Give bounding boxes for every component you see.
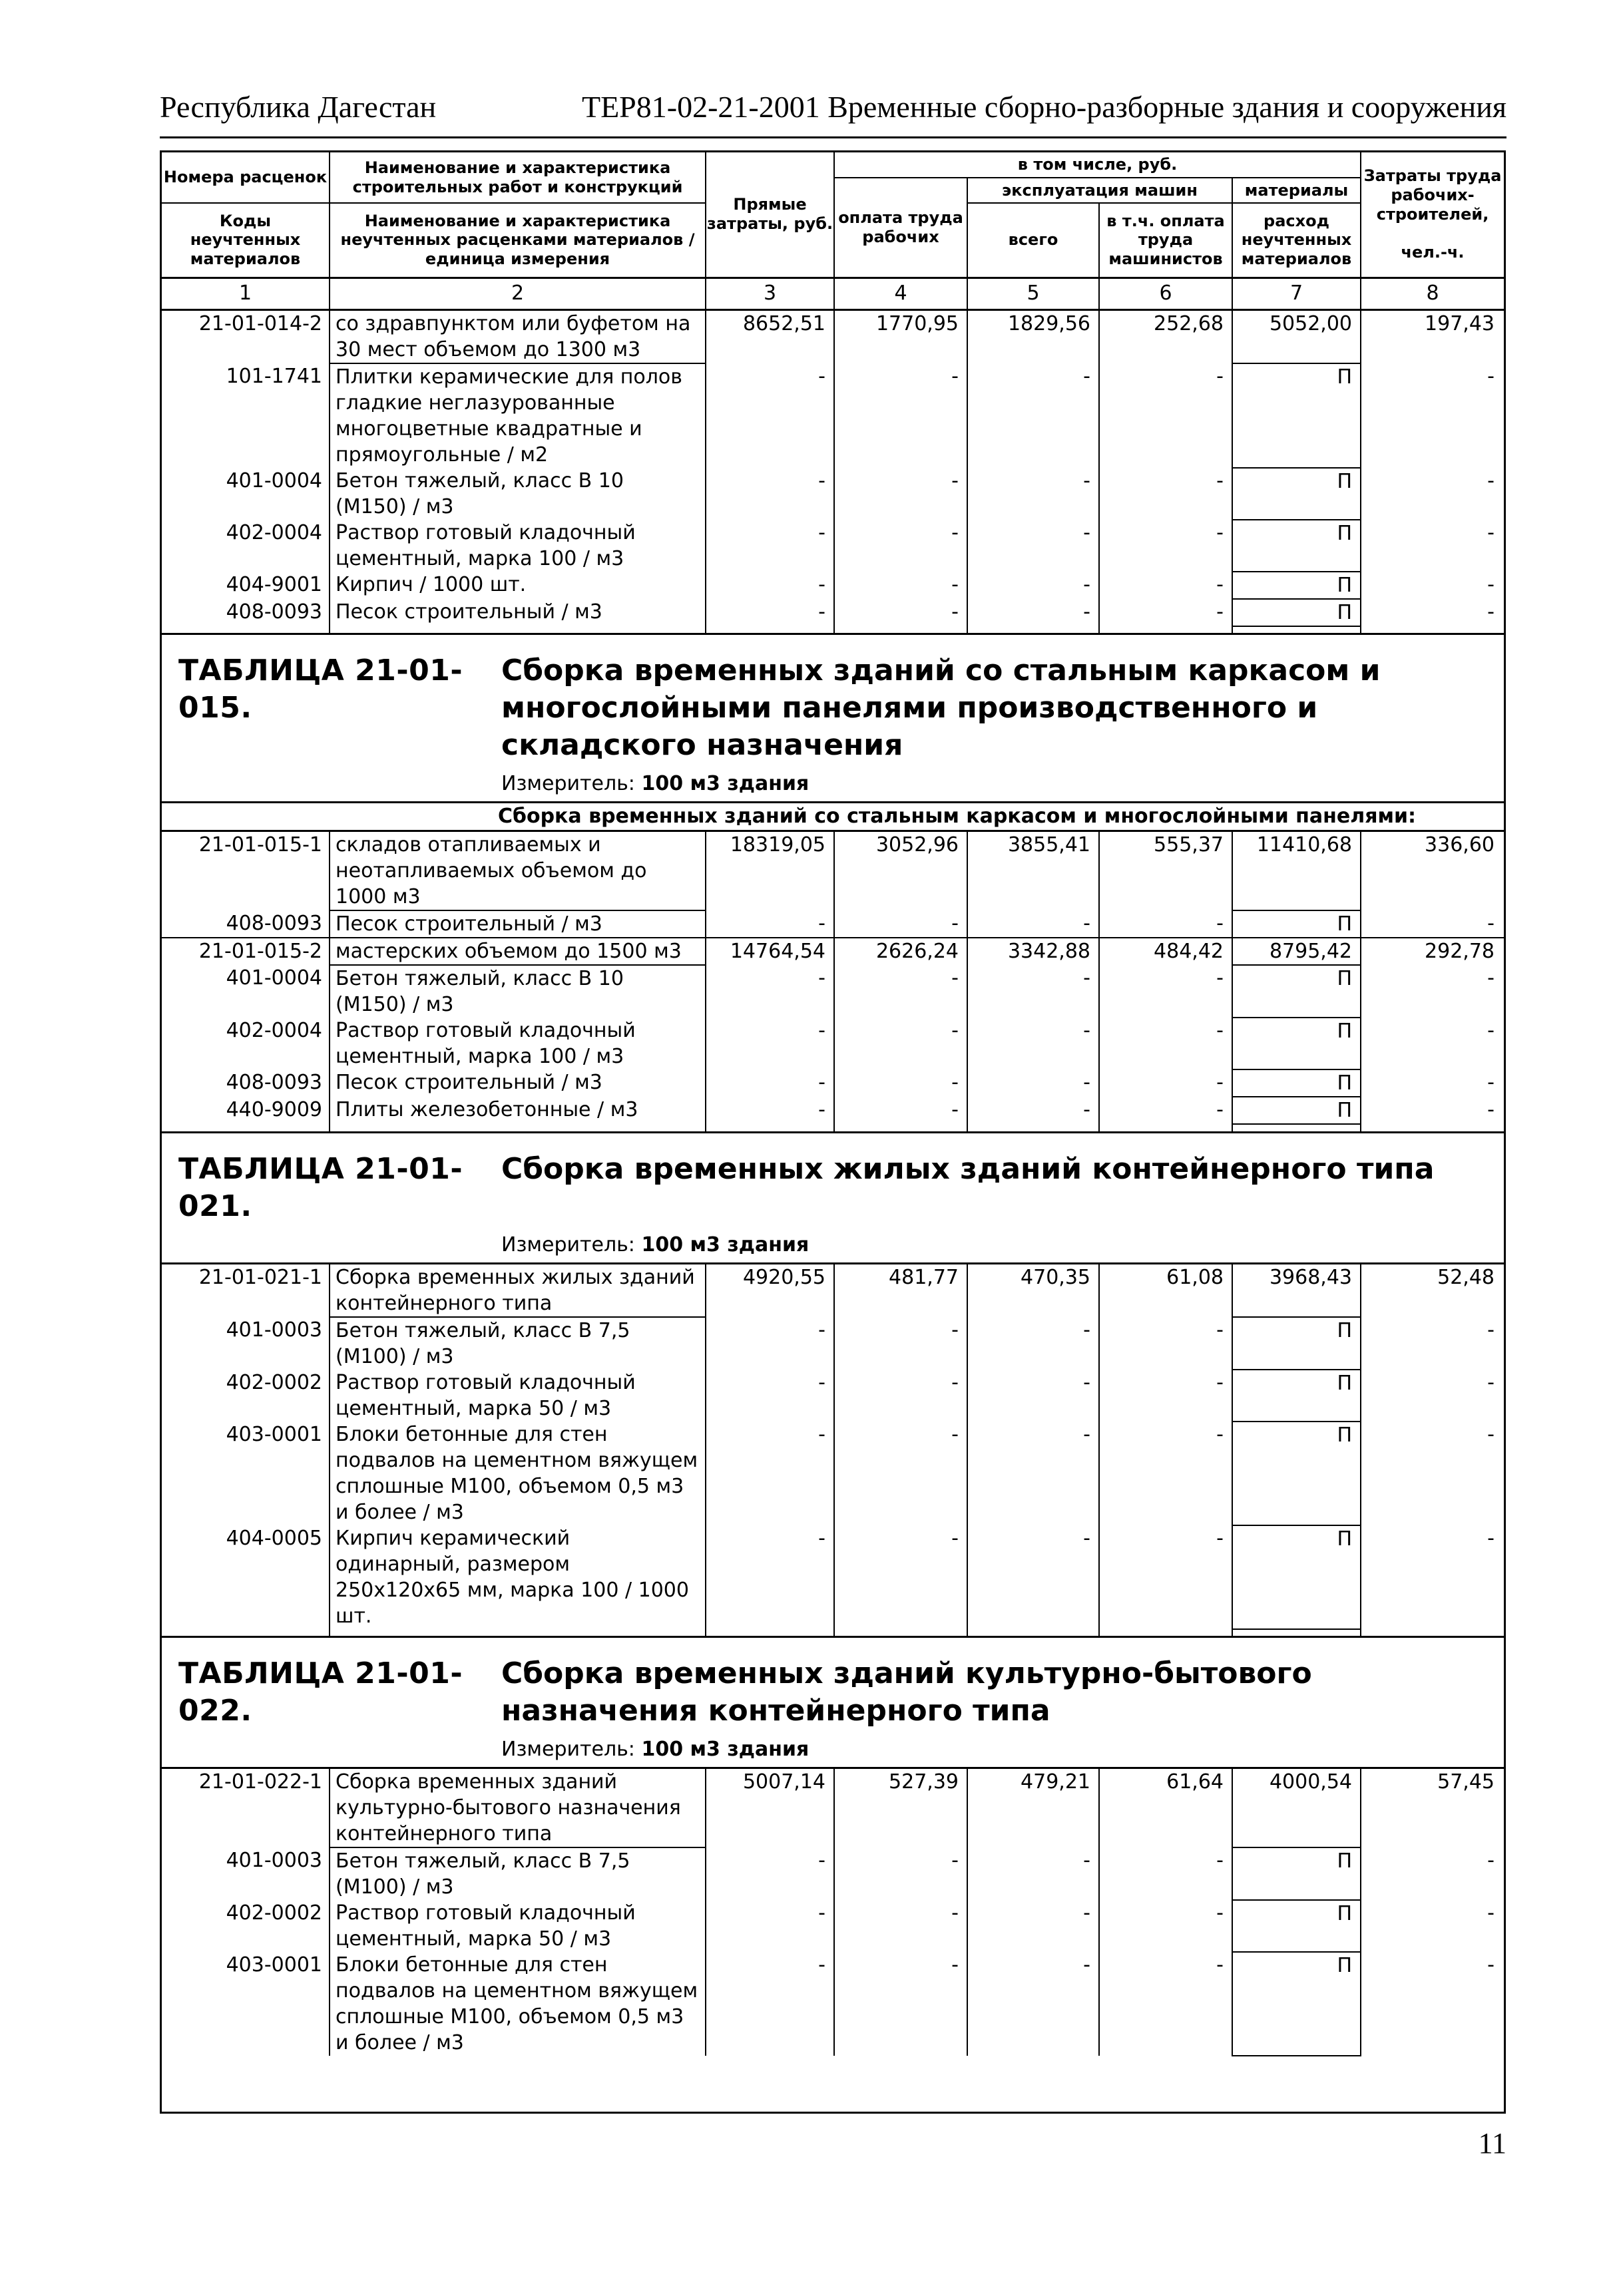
header-material-usage: расход неучтенных материалов: [1232, 203, 1361, 278]
item-name: мастерских объемом до 1500 м3: [330, 938, 706, 965]
worker-pay-value: -: [834, 572, 967, 599]
materials-value: П: [1232, 1847, 1361, 1900]
rate-code: 21-01-014-2: [198, 311, 322, 335]
item-name: Блоки бетонные для стен подвалов на цементном вяжущем сплошные М100, объемом 0,5 м3 и более / м3: [330, 1952, 706, 2056]
labor-costs-value: -: [1361, 572, 1504, 599]
worker-pay-value: -: [834, 1900, 967, 1952]
materials-value: П: [1232, 1069, 1361, 1097]
section-heading: Сборка временных зданий со стальным каркасом и многослойными панелями:: [162, 803, 1504, 831]
direct-costs-value: 4920,55: [706, 1263, 834, 1317]
operator-pay-value: -: [1099, 468, 1232, 520]
operator-pay-value: -: [1099, 1370, 1232, 1422]
rate-code: 408-0093: [226, 912, 322, 935]
item-name: Раствор готовый кладочный цементный, марка 100 / м3: [330, 520, 706, 572]
operator-pay-value: -: [1099, 1847, 1232, 1900]
materials-value: П: [1232, 1422, 1361, 1525]
machine-total-value: 470,35: [967, 1263, 1099, 1317]
materials-value: П: [1232, 1018, 1361, 1069]
rate-code: 401-0003: [226, 1849, 322, 1872]
item-name: Раствор готовый кладочный цементный, марка 50 / м3: [330, 1900, 706, 1952]
operator-pay-value: -: [1099, 1317, 1232, 1370]
table-row: [162, 1370, 1504, 1422]
table-row: [162, 363, 1504, 468]
table-heading: [178, 652, 1504, 764]
materials-value: П: [1232, 363, 1361, 468]
worker-pay-value: -: [834, 1525, 967, 1629]
measure-value: 100 м3 здания: [641, 772, 809, 795]
machine-total-value: -: [967, 1525, 1099, 1629]
labor-costs-value: -: [1361, 1900, 1504, 1952]
worker-pay-value: 1770,95: [834, 311, 967, 363]
labor-costs-value: -: [1361, 599, 1504, 626]
operator-pay-value: -: [1099, 1069, 1232, 1097]
operator-pay-value: 555,37: [1099, 831, 1232, 911]
direct-costs-value: 14764,54: [706, 938, 834, 965]
item-name: Сборка временных зданий культурно-бытового назначения контейнерного типа: [330, 1768, 706, 1848]
rate-code: 403-0001: [226, 1422, 322, 1446]
labor-costs-value: -: [1361, 910, 1504, 938]
column-number: 4: [834, 278, 967, 309]
column-number: 1: [162, 278, 330, 309]
rate-table-frame: [160, 150, 1506, 2114]
direct-costs-value: -: [706, 1018, 834, 1069]
materials-value: П: [1232, 1952, 1361, 2056]
section-heading-row: [162, 803, 1504, 831]
machine-total-value: -: [967, 1900, 1099, 1952]
labor-costs-value: 197,43: [1361, 311, 1504, 363]
labor-costs-value: -: [1361, 1422, 1504, 1525]
machine-total-value: -: [967, 1018, 1099, 1069]
header-direct-costs: Прямые затраты, руб.: [706, 152, 834, 278]
direct-costs-value: 5007,14: [706, 1768, 834, 1848]
running-header-right: ТЕР81-02-21-2001 Временные сборно-разборные здания и сооружения: [581, 90, 1506, 124]
table-row: [162, 1768, 1504, 1848]
item-name: Плиты железобетонные / м3: [330, 1097, 706, 1124]
table-label: ТАБЛИЦА 21-01-022.: [178, 1656, 463, 1728]
rate-code: 21-01-022-1: [162, 1768, 330, 1848]
direct-costs-value: -: [706, 1952, 834, 2056]
rate-code: 402-0002: [226, 1370, 322, 1394]
machine-total-value: -: [967, 1069, 1099, 1097]
rate-code: 101-1741: [226, 364, 322, 388]
item-name: со здравпунктом или буфетом на 30 мест объемом до 1300 м3: [330, 311, 706, 363]
direct-costs-value: 18319,05: [706, 831, 834, 911]
machine-total-value: -: [967, 1097, 1099, 1124]
machine-total-value: -: [967, 1847, 1099, 1900]
operator-pay-value: -: [1099, 1018, 1232, 1069]
operator-pay-value: -: [1099, 363, 1232, 468]
rate-code: 401-0003: [226, 1318, 322, 1342]
table-row: [162, 1018, 1504, 1069]
item-name: складов отапливаемых и неотапливаемых объемом до 1000 м3: [330, 831, 706, 911]
column-number: 8: [1361, 278, 1504, 309]
materials-value: П: [1232, 1097, 1361, 1124]
labor-costs-value: 292,78: [1361, 938, 1504, 965]
labor-costs-value: -: [1361, 965, 1504, 1018]
table-row: [162, 1069, 1504, 1097]
column-number: 7: [1232, 278, 1361, 309]
materials-value: 4000,54: [1232, 1768, 1361, 1848]
machine-total-value: -: [967, 599, 1099, 626]
header-labor-costs: Затраты труда рабочих-строителей, чел.-ч.: [1361, 152, 1504, 278]
materials-value: П: [1232, 910, 1361, 938]
table-row: [162, 965, 1504, 1018]
operator-pay-value: -: [1099, 910, 1232, 938]
labor-costs-value: 336,60: [1361, 831, 1504, 911]
table-row: [162, 572, 1504, 599]
item-name: Бетон тяжелый, класс В 7,5 (М100) / м3: [330, 1317, 706, 1370]
rate-code: 401-0004: [226, 966, 322, 990]
labor-costs-value: -: [1361, 1370, 1504, 1422]
item-name: Бетон тяжелый, класс В 10 (М150) / м3: [330, 468, 706, 520]
item-name: Песок строительный / м3: [330, 599, 706, 626]
labor-costs-value: -: [1361, 1847, 1504, 1900]
table-row: [162, 938, 1504, 965]
worker-pay-value: -: [834, 1018, 967, 1069]
worker-pay-value: -: [834, 1952, 967, 2056]
header-materials: материалы: [1232, 178, 1361, 203]
header-operator-pay: в т.ч. оплата труда машинистов: [1099, 203, 1232, 278]
worker-pay-value: -: [834, 1422, 967, 1525]
header-rule: [160, 136, 1506, 138]
measure-label: Измеритель:: [501, 1738, 635, 1761]
worker-pay-value: -: [834, 468, 967, 520]
table-row: [162, 1952, 1504, 2056]
direct-costs-value: -: [706, 599, 834, 626]
header-material-name: Наименование и характеристика неучтенных расценками материалов / единица измерения: [330, 203, 706, 278]
operator-pay-value: -: [1099, 1952, 1232, 2056]
labor-costs-value: -: [1361, 1069, 1504, 1097]
rate-code: 403-0001: [226, 1953, 322, 1977]
materials-value: П: [1232, 1525, 1361, 1629]
machine-total-value: -: [967, 1952, 1099, 2056]
table-title-row: [162, 1637, 1504, 1768]
column-number: 6: [1099, 278, 1232, 309]
direct-costs-value: -: [706, 1847, 834, 1900]
machine-total-value: -: [967, 572, 1099, 599]
materials-value: 5052,00: [1232, 311, 1361, 363]
header-work-name: Наименование и характеристика строительных работ и конструкций: [330, 152, 706, 203]
header-machine-total: всего: [967, 203, 1099, 278]
column-number: 2: [330, 278, 706, 309]
measure-label: Измеритель:: [501, 1233, 635, 1256]
worker-pay-value: -: [834, 599, 967, 626]
table-label: ТАБЛИЦА 21-01-015.: [178, 654, 463, 725]
direct-costs-value: -: [706, 1069, 834, 1097]
operator-pay-value: -: [1099, 965, 1232, 1018]
table-row: [162, 831, 1504, 911]
rate-code: 408-0093: [226, 600, 322, 624]
table-row: [162, 1422, 1504, 1525]
machine-total-value: -: [967, 468, 1099, 520]
machine-total-value: 3855,41: [967, 831, 1099, 911]
machine-total-value: 479,21: [967, 1768, 1099, 1848]
operator-pay-value: -: [1099, 520, 1232, 572]
table-label: ТАБЛИЦА 21-01-021.: [178, 1151, 463, 1223]
machine-total-value: 1829,56: [967, 311, 1099, 363]
spacer-row: [162, 1124, 1504, 1132]
item-name: Песок строительный / м3: [330, 910, 706, 938]
table-heading: [178, 1655, 1504, 1730]
operator-pay-value: 252,68: [1099, 311, 1232, 363]
rates-table-body: [162, 311, 1504, 2057]
table-row: [162, 520, 1504, 572]
direct-costs-value: 8652,51: [706, 311, 834, 363]
direct-costs-value: -: [706, 468, 834, 520]
measure-value: 100 м3 здания: [641, 1738, 809, 1761]
worker-pay-value: -: [834, 965, 967, 1018]
column-header-table: [162, 152, 1504, 311]
rate-code: 21-01-015-1: [162, 831, 330, 911]
machine-total-value: -: [967, 965, 1099, 1018]
materials-value: П: [1232, 468, 1361, 520]
rate-code: 21-01-015-2: [162, 938, 330, 965]
table-title-row: [162, 1132, 1504, 1263]
measure-value: 100 м3 здания: [641, 1233, 809, 1256]
table-heading: [178, 1151, 1504, 1225]
table-row: [162, 910, 1504, 938]
operator-pay-value: 484,42: [1099, 938, 1232, 965]
header-worker-pay: оплата труда рабочих: [834, 178, 967, 278]
machine-total-value: -: [967, 1317, 1099, 1370]
machine-total-value: -: [967, 1422, 1099, 1525]
measure-unit: [178, 1232, 1504, 1258]
table-title: Сборка временных зданий культурно-бытового назначения контейнерного типа: [501, 1656, 1312, 1728]
worker-pay-value: 3052,96: [834, 831, 967, 911]
direct-costs-value: -: [706, 1370, 834, 1422]
item-name: Бетон тяжелый, класс В 7,5 (М100) / м3: [330, 1847, 706, 1900]
direct-costs-value: -: [706, 1900, 834, 1952]
table-row: [162, 1847, 1504, 1900]
direct-costs-value: -: [706, 363, 834, 468]
table-title-row: [162, 634, 1504, 803]
table-row: [162, 468, 1504, 520]
rate-code: 404-9001: [226, 572, 322, 596]
item-name: Блоки бетонные для стен подвалов на цементном вяжущем сплошные М100, объемом 0,5 м3 и более / м3: [330, 1422, 706, 1525]
header-rate-numbers: Номера расценок: [163, 168, 328, 187]
labor-costs-value: -: [1361, 1317, 1504, 1370]
table-row: [162, 1900, 1504, 1952]
rate-code: 440-9009: [226, 1098, 322, 1121]
materials-value: 8795,42: [1232, 938, 1361, 965]
direct-costs-value: -: [706, 1422, 834, 1525]
materials-value: П: [1232, 965, 1361, 1018]
table-title: Сборка временных жилых зданий контейнерного типа: [501, 1151, 1435, 1186]
materials-value: П: [1232, 1370, 1361, 1422]
labor-costs-value: -: [1361, 1018, 1504, 1069]
direct-costs-value: -: [706, 572, 834, 599]
worker-pay-value: -: [834, 1097, 967, 1124]
direct-costs-value: -: [706, 910, 834, 938]
column-number: 3: [706, 278, 834, 309]
direct-costs-value: -: [706, 520, 834, 572]
table-row: [162, 1263, 1504, 1317]
labor-costs-value: -: [1361, 363, 1504, 468]
worker-pay-value: -: [834, 910, 967, 938]
header-machine-operation: эксплуатация машин: [967, 178, 1232, 203]
table-row: [162, 1317, 1504, 1370]
table-row: [162, 1525, 1504, 1629]
worker-pay-value: 2626,24: [834, 938, 967, 965]
item-name: Песок строительный / м3: [330, 1069, 706, 1097]
table-title: Сборка временных зданий со стальным каркасом и многослойными панелями производственного и складского назначения: [501, 654, 1381, 762]
machine-total-value: 3342,88: [967, 938, 1099, 965]
materials-value: 3968,43: [1232, 1263, 1361, 1317]
materials-value: П: [1232, 1900, 1361, 1952]
item-name: Раствор готовый кладочный цементный, марка 100 / м3: [330, 1018, 706, 1069]
table-row: [162, 1097, 1504, 1124]
worker-pay-value: -: [834, 1370, 967, 1422]
materials-value: П: [1232, 1317, 1361, 1370]
page-number: 11: [1478, 2127, 1506, 2160]
item-name: Раствор готовый кладочный цементный, марка 50 / м3: [330, 1370, 706, 1422]
header-material-codes: Коды неучтенных материалов: [162, 203, 330, 278]
rate-code: 401-0004: [226, 469, 322, 492]
machine-total-value: -: [967, 520, 1099, 572]
worker-pay-value: 481,77: [834, 1263, 967, 1317]
direct-costs-value: -: [706, 965, 834, 1018]
spacer-row: [162, 1629, 1504, 1637]
header-including: в том числе, руб.: [834, 152, 1361, 178]
item-name: Бетон тяжелый, класс В 10 (М150) / м3: [330, 965, 706, 1018]
worker-pay-value: -: [834, 1317, 967, 1370]
operator-pay-value: -: [1099, 1097, 1232, 1124]
worker-pay-value: -: [834, 520, 967, 572]
worker-pay-value: 527,39: [834, 1768, 967, 1848]
measure-unit: [178, 1736, 1504, 1763]
item-name: Плитки керамические для полов гладкие неглазурованные многоцветные квадратные и прямоугольные / м2: [330, 363, 706, 468]
rate-code: 21-01-021-1: [162, 1263, 330, 1317]
worker-pay-value: -: [834, 1069, 967, 1097]
rate-code: 402-0004: [226, 520, 322, 544]
rate-code: 402-0002: [226, 1901, 322, 1925]
measure-unit: [178, 771, 1504, 797]
rate-code: 402-0004: [226, 1019, 322, 1042]
item-name: Кирпич / 1000 шт.: [330, 572, 706, 599]
rate-code: 408-0093: [226, 1071, 322, 1094]
labor-costs-value: -: [1361, 1097, 1504, 1124]
machine-total-value: -: [967, 363, 1099, 468]
operator-pay-value: 61,64: [1099, 1768, 1232, 1848]
direct-costs-value: -: [706, 1525, 834, 1629]
operator-pay-value: -: [1099, 1422, 1232, 1525]
labor-costs-value: -: [1361, 1525, 1504, 1629]
direct-costs-value: -: [706, 1317, 834, 1370]
labor-costs-value: -: [1361, 520, 1504, 572]
table-row: [162, 599, 1504, 626]
worker-pay-value: -: [834, 1847, 967, 1900]
materials-value: П: [1232, 520, 1361, 572]
labor-costs-value: -: [1361, 468, 1504, 520]
operator-pay-value: -: [1099, 572, 1232, 599]
column-number: 5: [967, 278, 1099, 309]
labor-costs-value: 52,48: [1361, 1263, 1504, 1317]
table-row: [162, 311, 1504, 363]
operator-pay-value: -: [1099, 599, 1232, 626]
direct-costs-value: -: [706, 1097, 834, 1124]
operator-pay-value: -: [1099, 1900, 1232, 1952]
materials-value: П: [1232, 572, 1361, 599]
machine-total-value: -: [967, 910, 1099, 938]
worker-pay-value: -: [834, 363, 967, 468]
item-name: Сборка временных жилых зданий контейнерного типа: [330, 1263, 706, 1317]
rate-code: 404-0005: [226, 1526, 322, 1550]
labor-costs-value: 57,45: [1361, 1768, 1504, 1848]
operator-pay-value: 61,08: [1099, 1263, 1232, 1317]
running-header-left: Республика Дагестан: [160, 90, 437, 124]
item-name: Кирпич керамический одинарный, размером 250х120х65 мм, марка 100 / 1000 шт.: [330, 1525, 706, 1629]
measure-label: Измеритель:: [501, 772, 635, 795]
spacer-row: [162, 626, 1504, 634]
materials-value: 11410,68: [1232, 831, 1361, 911]
labor-costs-value: -: [1361, 1952, 1504, 2056]
operator-pay-value: -: [1099, 1525, 1232, 1629]
materials-value: П: [1232, 599, 1361, 626]
machine-total-value: -: [967, 1370, 1099, 1422]
